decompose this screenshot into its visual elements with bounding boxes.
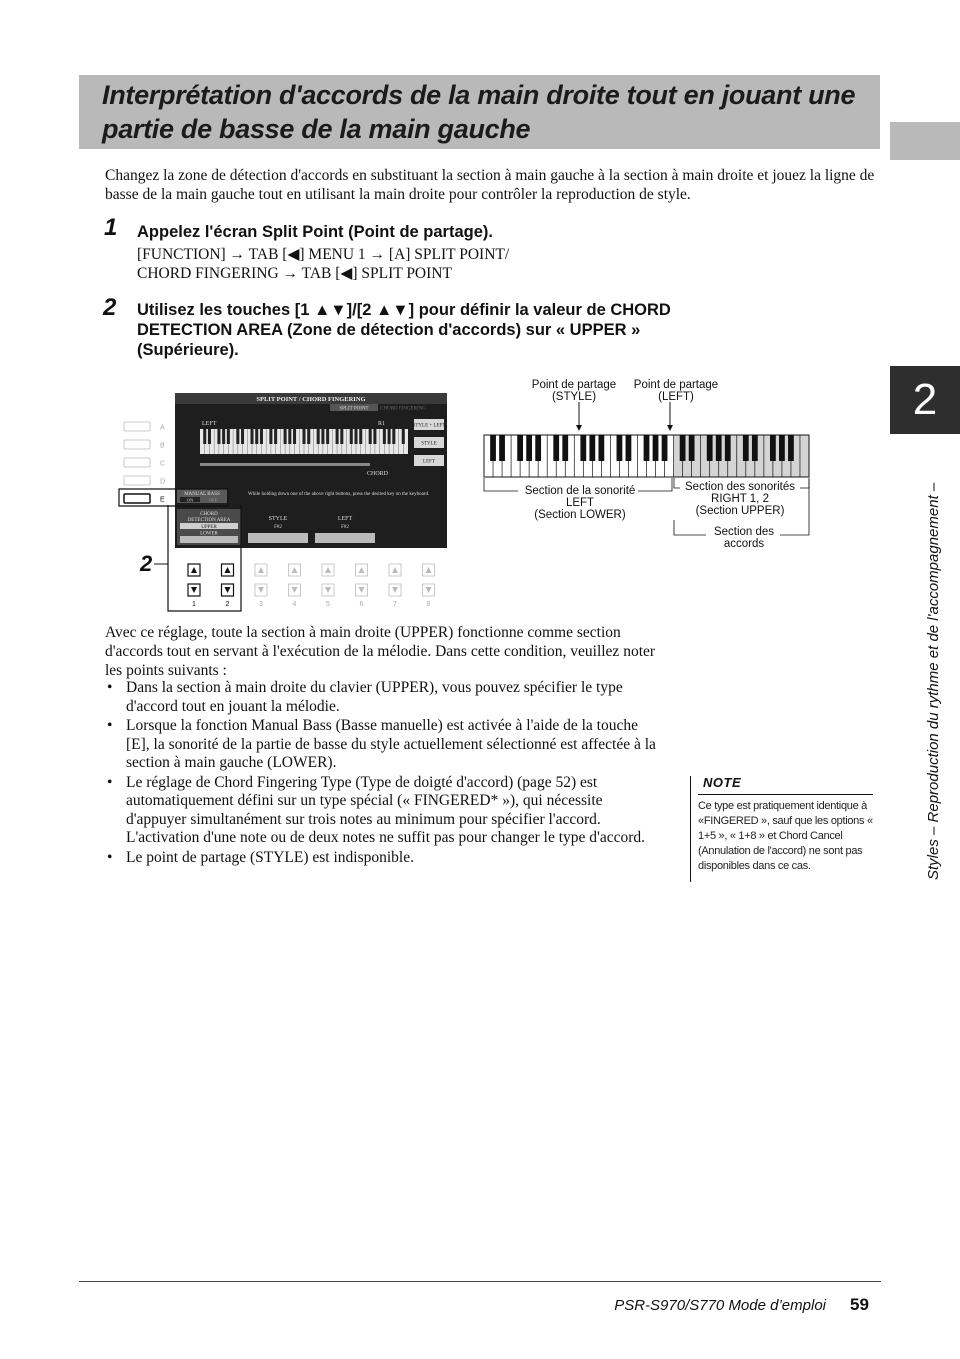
panel-button-e[interactable] bbox=[124, 494, 150, 503]
lcd-manual-bass-on-label: ON bbox=[186, 497, 194, 503]
lcd-black-key bbox=[359, 429, 362, 444]
left-section-label-3: (Section LOWER) bbox=[534, 509, 626, 521]
lcd-style-slider[interactable] bbox=[248, 533, 308, 543]
list-item: • Le point de partage (STYLE) est indisponible. bbox=[105, 849, 665, 868]
lcd-col-left: LEFT bbox=[337, 516, 353, 522]
lcd-black-key bbox=[383, 429, 386, 444]
button-number-label: 6 bbox=[359, 601, 364, 608]
lcd-black-key bbox=[340, 429, 343, 444]
button-number-label: 5 bbox=[326, 601, 330, 608]
lcd-black-key bbox=[402, 429, 405, 444]
step-2-number: 2 bbox=[103, 294, 117, 321]
chapter-number-tab: 2 bbox=[890, 366, 960, 434]
lcd-black-key bbox=[208, 429, 211, 444]
lcd-tab-chord-fingering-label: CHORD FINGERING bbox=[380, 406, 426, 412]
black-key bbox=[499, 435, 505, 461]
page-number: 59 bbox=[850, 1295, 869, 1314]
black-key bbox=[707, 435, 713, 461]
black-key bbox=[743, 435, 749, 461]
panel-button-label: D bbox=[160, 478, 166, 486]
lcd-button-left-label: LEFT bbox=[423, 459, 435, 465]
left-section-label-1: Section de la sonorité bbox=[524, 485, 636, 497]
button-number-label: 3 bbox=[259, 601, 263, 608]
chord-section-bracket-a bbox=[674, 520, 706, 535]
black-key bbox=[653, 435, 659, 461]
button-number-label: 4 bbox=[292, 601, 297, 608]
black-key bbox=[752, 435, 758, 461]
lcd-cda-upper-label: UPPER bbox=[201, 525, 217, 530]
lcd-left-label: LEFT bbox=[202, 421, 217, 427]
split-style-label-2: (STYLE) bbox=[551, 391, 597, 403]
footer-model: PSR-S970/S770 Mode d’emploi bbox=[614, 1297, 826, 1314]
step-1-menu-path bbox=[137, 245, 677, 283]
panel-bottom-buttons bbox=[188, 564, 435, 608]
chapter-side-title: Styles – Reproduction du rythme et de l'accompagnement – bbox=[925, 482, 942, 880]
list-item: • Le réglage de Chord Fingering Type (Type de doigté d'accord) (page 52) est automatiquement défini sur un type spécial (« FINGERED* »), qui nécessite d'appuyer simultanément sur trois notes au minimum pour spécifier l'accord. L'activation d'une note ou de deux notes ne suffit pas pour changer le type d'accord. bbox=[105, 774, 665, 848]
note-vertical-rule bbox=[690, 776, 691, 882]
left-section-bracket-b bbox=[638, 478, 672, 491]
black-key bbox=[779, 435, 785, 461]
panel-button-c[interactable] bbox=[124, 458, 150, 467]
lcd-black-key bbox=[217, 429, 220, 444]
lcd-chord-range-bar bbox=[200, 463, 370, 466]
right-section-label-2: RIGHT 1, 2 bbox=[711, 493, 769, 505]
right-section-label-1: Section des sonorités bbox=[685, 481, 795, 493]
black-key bbox=[626, 435, 632, 461]
note-label: NOTE bbox=[703, 775, 742, 790]
split-style-label-1: Point de partage bbox=[531, 379, 617, 391]
lcd-cda-lower-label: LOWER bbox=[200, 531, 218, 537]
lcd-cda-label-1: CHORD bbox=[200, 512, 218, 517]
black-key bbox=[770, 435, 776, 461]
lcd-cda-label-2: DETECTION AREA bbox=[187, 518, 231, 523]
lcd-black-key bbox=[288, 429, 291, 444]
lcd-black-key bbox=[255, 429, 258, 444]
lcd-hint: While holding down one of the above right buttons, press the desired key on the keyboard. bbox=[248, 492, 430, 497]
button-number-label: 7 bbox=[393, 601, 397, 608]
black-key bbox=[680, 435, 686, 461]
lcd-black-key bbox=[227, 429, 230, 444]
split-left-label-1: Point de partage bbox=[633, 379, 719, 391]
lcd-manual-bass-label: MANUAL BASS bbox=[184, 492, 220, 497]
lcd-black-key bbox=[369, 429, 372, 444]
lcd-black-key bbox=[302, 429, 305, 444]
left-section-label-2: LEFT bbox=[565, 497, 595, 509]
black-key bbox=[788, 435, 794, 461]
lcd-black-key bbox=[236, 429, 239, 444]
result-paragraph: Avec ce réglage, toute la section à main droite (UPPER) fonctionne comme section d'accords tout en servant à l'exécution de la mélodie. Dans cette condition, veuillez noter les points suivants : bbox=[105, 624, 656, 679]
black-key bbox=[535, 435, 541, 461]
black-key bbox=[562, 435, 568, 461]
button-number-label: 1 bbox=[192, 601, 196, 608]
note-divider bbox=[698, 794, 873, 795]
lcd-black-key bbox=[317, 429, 320, 444]
lcd-black-key bbox=[222, 429, 225, 444]
notes-list bbox=[105, 679, 665, 868]
lcd-col-style-value: F#2 bbox=[274, 525, 282, 530]
lcd-black-key bbox=[373, 429, 376, 444]
left-section-bracket-a bbox=[484, 478, 518, 491]
button-number-label: 2 bbox=[225, 601, 230, 608]
panel-button-d[interactable] bbox=[124, 476, 150, 485]
panel-button-label: A bbox=[160, 424, 165, 432]
lcd-button-style-label: STYLE bbox=[421, 441, 437, 447]
lcd-black-key bbox=[321, 429, 324, 444]
chord-section-label-2: accords bbox=[723, 538, 765, 550]
lcd-black-key bbox=[260, 429, 263, 444]
footer-divider bbox=[79, 1281, 881, 1282]
black-key bbox=[644, 435, 650, 461]
black-key bbox=[598, 435, 604, 461]
split-point-diagram bbox=[110, 375, 830, 615]
panel-button-a[interactable] bbox=[124, 422, 150, 431]
panel-button-label: B bbox=[160, 442, 165, 450]
panel-button-label: C bbox=[160, 460, 166, 468]
lcd-manual-bass-off-label: OFF bbox=[208, 497, 218, 503]
black-key bbox=[662, 435, 668, 461]
split-left-arrowhead bbox=[667, 425, 673, 431]
step-1-number: 1 bbox=[104, 214, 118, 241]
black-key bbox=[589, 435, 595, 461]
lcd-black-key bbox=[307, 429, 310, 444]
step-1-path-line-2: CHORD FINGERING → TAB [◀] SPLIT POINT bbox=[137, 265, 452, 282]
panel-button-b[interactable] bbox=[124, 440, 150, 449]
black-key bbox=[517, 435, 523, 461]
lcd-left-slider[interactable] bbox=[315, 533, 375, 543]
lcd-black-key bbox=[336, 429, 339, 444]
note-text: Ce type est pratiquement identique à «FINGERED », sauf que les options « 1+5 », « 1+8 » et Chord Cancel (Annulation de l'accord) ne sont pas disponibles dans ce cas. bbox=[698, 800, 873, 872]
black-key bbox=[617, 435, 623, 461]
lcd-black-key bbox=[284, 429, 287, 444]
callout-step-2: 2 bbox=[140, 551, 153, 576]
chapter-thumb-tab bbox=[890, 122, 960, 160]
lcd-black-key bbox=[326, 429, 329, 444]
lcd-black-key bbox=[354, 429, 357, 444]
lcd-chord-label: CHORD bbox=[367, 471, 389, 477]
lcd-button-style-left-label: STYLE + LEFT bbox=[412, 423, 446, 429]
lcd-black-key bbox=[392, 429, 395, 444]
split-style-arrowhead bbox=[576, 425, 582, 431]
right-section-bracket-a bbox=[674, 478, 680, 488]
black-key bbox=[526, 435, 532, 461]
black-key bbox=[580, 435, 586, 461]
split-left-label-2: (LEFT) bbox=[658, 391, 694, 403]
lcd-r1-label: R1 bbox=[378, 421, 386, 427]
lcd-black-key bbox=[269, 429, 272, 444]
button-number-label: 8 bbox=[426, 601, 431, 608]
step-2-heading: Utilisez les touches [1 ▲▼]/[2 ▲▼] pour définir la valeur de CHORD DETECTION AREA (Zone de détection d'accords) sur « UPPER » (Supérieure). bbox=[137, 301, 671, 359]
list-item: • Lorsque la fonction Manual Bass (Basse manuelle) est activée à l'aide de la touche [E], la sonorité de la partie de basse du style actuellement sélectionné est affectée à la section à main gauche (LOWER). bbox=[105, 717, 665, 773]
page-title-line-2: partie de basse de la main gauche bbox=[102, 114, 531, 144]
page-title bbox=[102, 78, 872, 146]
lcd-black-key bbox=[250, 429, 253, 444]
black-key bbox=[689, 435, 695, 461]
page-title-line-1: Interprétation d'accords de la main droite tout en jouant une bbox=[102, 80, 856, 110]
chord-section-label-1: Section des bbox=[713, 526, 775, 538]
lcd-black-key bbox=[203, 429, 206, 444]
lcd-col-left-value: F#2 bbox=[341, 525, 349, 530]
lcd-black-key bbox=[274, 429, 277, 444]
black-key bbox=[725, 435, 731, 461]
panel-side-buttons bbox=[124, 422, 165, 504]
black-key bbox=[553, 435, 559, 461]
lcd-col-style: STYLE bbox=[268, 516, 288, 522]
lcd-black-key bbox=[241, 429, 244, 444]
intro-paragraph: Changez la zone de détection d'accords en substituant la section à main gauche à la section à main droite et jouez la ligne de basse de la main gauche tout en utilisant la main droite pour contrôler la reproduction de style. bbox=[105, 167, 875, 203]
panel-button-label: E bbox=[160, 496, 165, 504]
step-1-heading: Appelez l'écran Split Point (Point de partage). bbox=[137, 223, 493, 241]
lcd-title: SPLIT POINT / CHORD FINGERING bbox=[256, 396, 366, 403]
black-key bbox=[490, 435, 496, 461]
step-1-path-line-1: [FUNCTION] → TAB [◀] MENU 1 → [A] SPLIT POINT/ bbox=[137, 246, 510, 263]
lcd-black-key bbox=[388, 429, 391, 444]
right-section-bracket-b bbox=[800, 478, 809, 488]
right-section-label-3: (Section UPPER) bbox=[695, 505, 785, 517]
black-key bbox=[716, 435, 722, 461]
lcd-black-key bbox=[293, 429, 296, 444]
lcd-cda-slider[interactable] bbox=[180, 536, 238, 543]
lcd-black-key bbox=[350, 429, 353, 444]
list-item: • Dans la section à main droite du clavier (UPPER), vous pouvez spécifier le type d'accord tout en jouant la mélodie. bbox=[105, 679, 665, 716]
lcd-tab-split-point-label: SPLIT POINT bbox=[339, 406, 369, 412]
